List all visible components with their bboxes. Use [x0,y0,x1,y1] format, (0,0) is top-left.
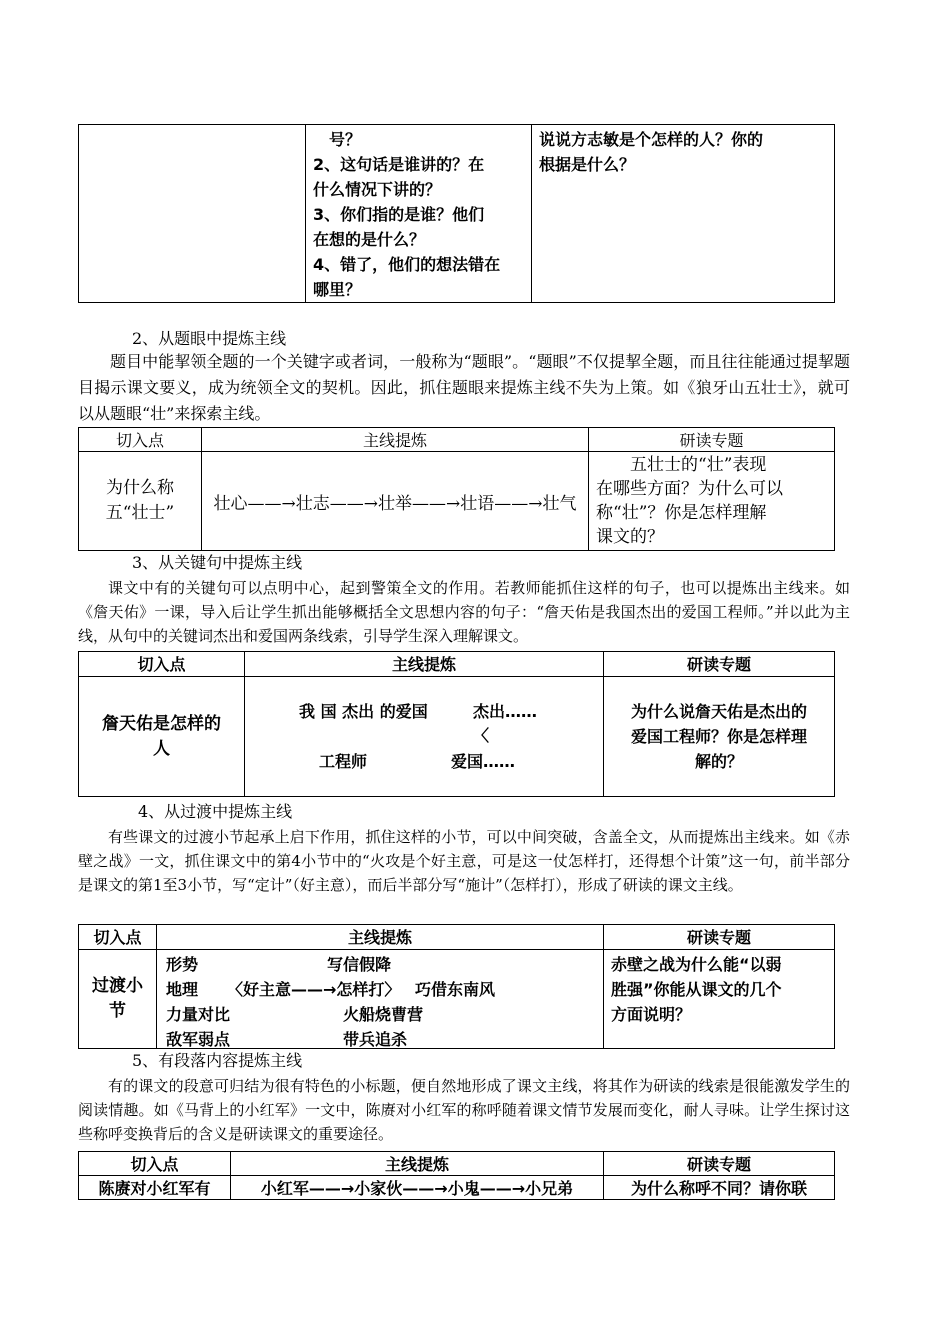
topic-line: 在哪些方面？为什么可以 [596,479,783,499]
section2-paragraph: 题目中能挈领全题的一个关键字或者词，一般称为“题眼”。“题眼”不仅提挈全题，而且往往能通过提挈题目揭示课文要义，成为统领全文的契机。因此，抓住题眼来提炼主线不失为上策。如《狼牙山五壮士》，就可以从题眼“壮”来探索主线。 [78,352,850,423]
topic-cell [604,677,835,797]
question-line: 在想的是什么？ [313,230,426,249]
question-line: 4、错了，他们的想法错在 [313,255,501,274]
topic-cell [604,950,835,1049]
section5-table [78,1151,835,1200]
section2-table [78,427,835,551]
topic-line: 根据是什么？ [539,155,636,174]
section5-heading: 5、有段落内容提炼主线 [132,1051,303,1070]
table-header-topic: 研读专题 [589,428,835,452]
table-header-mainline: 主线提炼 [245,652,604,677]
action-label: 带兵追杀 [343,1030,408,1049]
mainline-pivot: 〈好主意——→怎样打〉 [227,980,401,999]
mainline-cell: 壮心——→壮志——→壮举——→壮语——→壮气 [202,452,589,551]
table-header-mainline: 主线提炼 [231,1152,604,1176]
section4-heading: 4、从过渡中提炼主线 [138,802,293,821]
action-label: 巧借东南风 [415,980,496,999]
table-header-entry: 切入点 [79,925,157,950]
topic-line: 方面说明？ [611,1005,692,1024]
entry-line: 节 [109,1001,126,1021]
entry-cell: 陈赓对小红军有 [79,1176,231,1200]
table-header-topic: 研读专题 [604,652,835,677]
action-label: 写信假降 [327,955,392,974]
mainline-engineer: 工程师 [319,752,368,771]
top-table-questions-cell [306,125,532,303]
question-line: 什么情况下讲的？ [313,180,442,199]
topic-line: 赤壁之战为什么能“以弱 [611,955,782,974]
table-header-entry: 切入点 [79,652,245,677]
section2-heading: 2、从题眼中提炼主线 [132,329,287,348]
question-line: 2、这句话是谁讲的？在 [313,155,485,174]
table-header-mainline: 主线提炼 [157,925,604,950]
section4-paragraph: 有些课文的过渡小节起承上启下作用，抓住这样的小节，可以中间突破，含盖全文，从而提炼出主线来。如《赤壁之战》一文，抓住课文中的第4小节中的“火攻是个好主意，可是这一仗怎样打，还得想个计策”这一句，前半部分是课文的第1至3小节，写“定计”（好主意），而后半部分写“施计”（怎样打），形成了研读的课文主线。 [78,828,850,894]
section5-paragraph: 有的课文的段意可归结为很有特色的小标题，便自然地形成了课文主线，将其作为研读的线索是很能激发学生的阅读情趣。如《马背上的小红军》一文中，陈赓对小红军的称呼随着课文情节发展而变化，耐人寻味。让学生探讨这些称呼变换背后的含义是研读课文的重要途径。 [78,1077,850,1143]
branch-bracket: 〈 [473,726,490,745]
topic-line: 称“壮”？你是怎样理解 [596,503,767,523]
topic-line: 解的？ [694,752,743,771]
entry-cell [79,950,157,1049]
entry-line: 詹天佑是怎样的 [102,713,221,734]
table-header-topic: 研读专题 [604,1152,835,1176]
topic-line: 为什么说詹天佑是杰出的 [630,702,807,721]
mainline-cell [245,677,604,797]
section3-table [78,651,835,797]
top-table [78,124,835,303]
factor-label: 敌军弱点 [166,1030,231,1049]
topic-line: 说说方志敏是个怎样的人？你的 [539,130,764,149]
topic-cell [589,452,835,551]
entry-cell [79,452,202,551]
question-line: 哪里？ [313,280,362,299]
question-line: 号？ [313,130,362,149]
factor-label: 地理 [166,980,199,999]
topic-line: 五壮士的“壮”表现 [596,455,767,475]
action-label: 火船烧曹营 [343,1005,424,1024]
entry-line: 五“壮士” [105,503,175,523]
mainline-cell [157,950,604,1049]
table-header-entry: 切入点 [79,428,202,452]
top-table-empty-cell [79,125,306,303]
topic-line: 爱国工程师？你是怎样理 [630,727,807,746]
entry-cell [79,677,245,797]
mainline-cell: 小红军——→小家伙——→小鬼——→小兄弟 [231,1176,604,1200]
top-table-topic-cell [532,125,835,303]
table-header-entry: 切入点 [79,1152,231,1176]
table-header-topic: 研读专题 [604,925,835,950]
entry-line: 人 [153,738,170,759]
section3-heading: 3、从关键句中提炼主线 [132,553,303,572]
topic-line: 课文的？ [596,527,664,547]
question-line: 3、你们指的是谁？他们 [313,205,485,224]
entry-line: 过渡小 [92,976,143,996]
factor-label: 形势 [166,955,199,974]
mainline-keyword-phrase: 我 国 杰出 的爱国 [299,702,428,721]
entry-line: 为什么称 [106,478,174,498]
topic-cell: 为什么称呼不同？请你联 [604,1176,835,1200]
mainline-branch-outstanding: 杰出…… [473,702,538,721]
factor-label: 力量对比 [166,1005,231,1024]
topic-line: 胜强”你能从课文的几个 [611,980,782,999]
section3-paragraph: 课文中有的关键句可以点明中心，起到警策全文的作用。若教师能抓住这样的句子，也可以提炼出主线来。如《詹天佑》一课，导入后让学生抓出能够概括全文思想内容的句子：“詹天佑是我国杰出的爱国工程师。”并以此为主线，从句中的关键词杰出和爱国两条线索，引导学生深入理解课文。 [78,579,850,645]
table-header-mainline: 主线提炼 [202,428,589,452]
mainline-branch-patriotic: 爱国…… [451,752,516,771]
section4-table [78,924,835,1049]
